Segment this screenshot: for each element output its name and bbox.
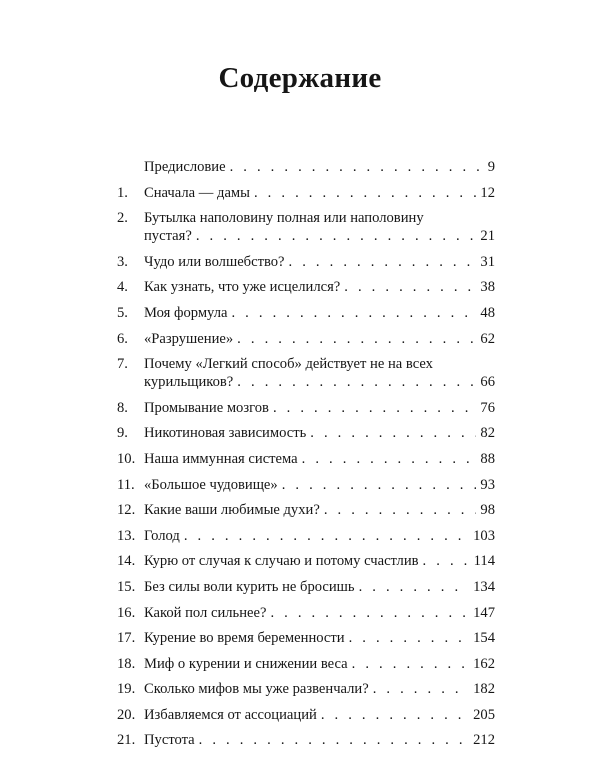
toc-entry-page: 82	[480, 425, 495, 442]
dot-leader	[310, 424, 476, 442]
toc-entry-title: Без силы воли курить не бросишь	[144, 578, 355, 595]
toc-entry-title: Моя формула	[144, 304, 228, 321]
dot-leader	[373, 680, 469, 698]
toc-entry-title: Как узнать, что уже исцелился?	[144, 279, 341, 296]
toc-entry-title: Какой пол сильнее?	[144, 604, 267, 621]
toc-entry-number: 1.	[117, 184, 128, 201]
toc-entry-number: 5.	[117, 304, 128, 321]
toc-entry-number: 10.	[117, 450, 136, 467]
toc-entry-title: Сначала — дамы	[144, 184, 250, 201]
toc-entry-title: «Большое чудовище»	[144, 476, 278, 493]
toc-entry-title: Сколько мифов мы уже развенчали?	[144, 681, 369, 698]
toc-entry-page: 103	[473, 527, 495, 544]
toc-entry-page: 66	[480, 374, 495, 391]
toc-entry-title: пустая?	[144, 228, 192, 245]
dot-leader	[270, 604, 469, 622]
toc-entry-page: 98	[480, 502, 495, 519]
toc-entry-number: 11.	[117, 476, 135, 493]
toc-entry-page: 134	[473, 578, 495, 595]
toc-entry-page: 12	[480, 184, 495, 201]
dot-leader	[254, 184, 476, 202]
toc-entry-number: 9.	[117, 425, 128, 442]
toc-entry-number: 17.	[117, 630, 136, 647]
toc-entry-number: 19.	[117, 681, 136, 698]
toc-entry-title: Пустота	[144, 732, 195, 749]
toc-entry	[117, 578, 495, 596]
dot-leader	[423, 552, 470, 570]
toc-entry-title: Промывание мозгов	[144, 399, 269, 416]
dot-leader	[273, 399, 476, 417]
toc-entry-number: 21.	[117, 732, 136, 749]
toc-entry	[117, 476, 495, 494]
dot-leader	[321, 706, 469, 724]
toc-entry	[117, 253, 495, 271]
toc-entry	[117, 330, 495, 348]
toc-entry-number: 8.	[117, 399, 128, 416]
toc-entry	[117, 527, 495, 545]
toc-entry	[117, 158, 495, 176]
toc-entry-page: 62	[480, 330, 495, 347]
toc-entry-page: 31	[480, 253, 495, 270]
toc-entry-title: Курение во время беременности	[144, 630, 345, 647]
toc-entry-number: 2.	[117, 210, 128, 227]
toc-entry	[117, 680, 495, 698]
toc-entry	[117, 731, 495, 749]
toc-entry-number: 3.	[117, 253, 128, 270]
toc-entry-page: 9	[487, 159, 495, 175]
dot-leader	[184, 527, 469, 545]
toc-entry-page: 212	[473, 732, 495, 749]
toc-entry-page: 93	[480, 476, 495, 493]
toc-entry-page: 114	[473, 553, 495, 570]
toc-entry	[117, 424, 495, 442]
toc-entry-number: 16.	[117, 604, 136, 621]
toc-entry-number: 18.	[117, 655, 136, 672]
toc-entry-number: 12.	[117, 502, 136, 519]
toc-entry-title: Избавляемся от ассоциаций	[144, 706, 317, 723]
toc-entry	[117, 604, 495, 622]
dot-leader	[230, 158, 484, 176]
toc-entry-page: 38	[480, 279, 495, 296]
dot-leader	[349, 629, 470, 647]
toc-entry-number: 20.	[117, 706, 136, 723]
toc-entry-number: 4.	[117, 279, 128, 296]
dot-leader	[352, 655, 469, 673]
toc-entry	[117, 655, 495, 673]
toc-entry	[117, 209, 495, 245]
toc-entry	[117, 450, 495, 468]
toc-entry-number: 7.	[117, 356, 128, 373]
dot-leader	[237, 330, 476, 348]
table-of-contents	[117, 158, 495, 757]
toc-entry-title: курильщиков?	[144, 374, 234, 391]
toc-entry-title: Миф о курении и снижении веса	[144, 655, 348, 672]
toc-entry-title: Наша иммунная система	[144, 450, 298, 467]
dot-leader	[302, 450, 477, 468]
toc-entry-page: 48	[480, 304, 495, 321]
dot-leader	[237, 373, 476, 391]
toc-entry	[117, 304, 495, 322]
toc-entry-title: Предисловие	[144, 159, 226, 175]
dot-leader	[199, 731, 469, 749]
toc-entry	[117, 706, 495, 724]
toc-entry	[117, 355, 495, 391]
toc-entry	[117, 184, 495, 202]
toc-entry-number: 6.	[117, 330, 128, 347]
toc-entry-number: 13.	[117, 527, 136, 544]
toc-entry-title-line1: Почему «Легкий способ» действует не на всех	[144, 356, 433, 373]
page-title: Содержание	[218, 62, 382, 94]
toc-entry-page: 182	[473, 681, 495, 698]
toc-entry-page: 21	[480, 228, 495, 245]
dot-leader	[344, 278, 476, 296]
toc-entry-title: Никотиновая зависимость	[144, 425, 307, 442]
toc-entry-title-line1: Бутылка наполовину полная или наполовину	[144, 210, 424, 227]
toc-entry-page: 76	[480, 399, 495, 416]
toc-entry-title: «Разрушение»	[144, 330, 234, 347]
toc-entry-title: Курю от случая к случаю и потому счастлив	[144, 553, 419, 570]
toc-entry-title: Голод	[144, 527, 180, 544]
toc-entry-page: 154	[473, 630, 495, 647]
toc-entry-page: 88	[480, 450, 495, 467]
toc-entry-page: 205	[473, 706, 495, 723]
dot-leader	[282, 476, 477, 494]
toc-entry	[117, 501, 495, 519]
dot-leader	[289, 253, 477, 271]
toc-entry	[117, 278, 495, 296]
toc-entry	[117, 399, 495, 417]
toc-entry-page: 162	[473, 655, 495, 672]
toc-entry-title: Какие ваши любимые духи?	[144, 502, 320, 519]
toc-entry	[117, 629, 495, 647]
dot-leader	[231, 304, 476, 322]
dot-leader	[359, 578, 470, 596]
toc-entry	[117, 552, 495, 570]
dot-leader	[196, 227, 477, 245]
toc-entry-page: 147	[473, 604, 495, 621]
toc-entry-number: 15.	[117, 578, 136, 595]
toc-entry-number: 14.	[117, 553, 136, 570]
dot-leader	[324, 501, 477, 519]
toc-entry-title: Чудо или волшебство?	[144, 253, 285, 270]
